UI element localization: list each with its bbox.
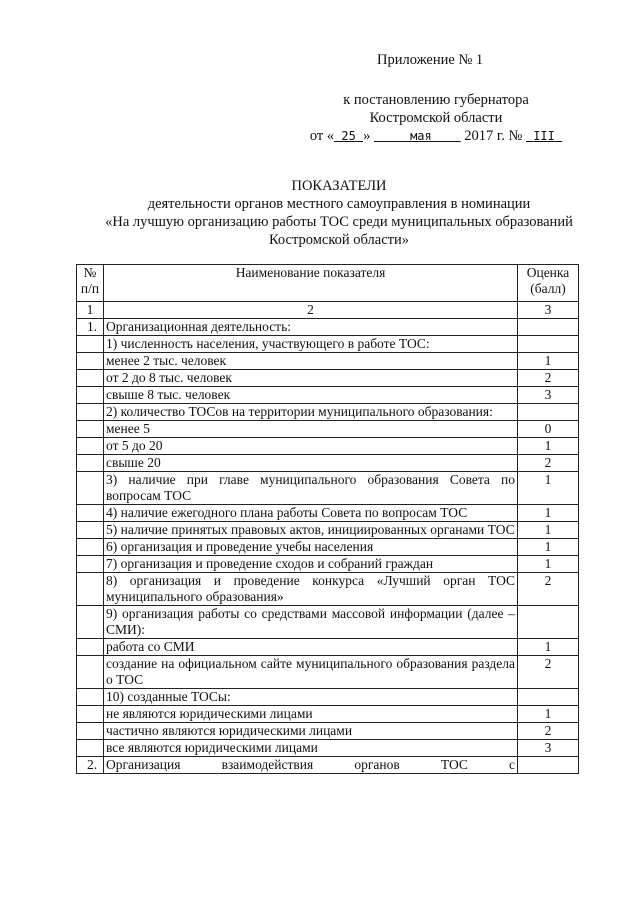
row-number xyxy=(77,656,104,689)
row-number xyxy=(77,387,104,404)
table-index-row xyxy=(77,302,579,319)
decree-month: мая xyxy=(410,129,432,143)
indicators-table xyxy=(76,264,579,774)
indicator-score xyxy=(518,319,579,336)
indicator-score: 1 xyxy=(518,639,579,656)
row-number xyxy=(77,522,104,539)
table-row xyxy=(77,606,579,639)
table-row xyxy=(77,639,579,656)
table-row xyxy=(77,387,579,404)
indicator-name: не являются юридическими лицами xyxy=(104,706,518,723)
table-row xyxy=(77,455,579,472)
indicator-name: создание на официальном сайте муниципального образования раздела о ТОС xyxy=(104,656,518,689)
indicator-score: 2 xyxy=(518,723,579,740)
table-row xyxy=(77,706,579,723)
indicator-name: работа со СМИ xyxy=(104,639,518,656)
indicator-score: 2 xyxy=(518,455,579,472)
indicator-name: от 2 до 8 тыс. человек xyxy=(104,370,518,387)
indicator-score: 1 xyxy=(518,539,579,556)
indicator-score: 1 xyxy=(518,522,579,539)
indicator-score: 1 xyxy=(518,438,579,455)
decree-day: 25 xyxy=(341,129,356,143)
table-row xyxy=(77,336,579,353)
indicator-score xyxy=(518,757,579,774)
indicator-score: 0 xyxy=(518,421,579,438)
indicator-name: 5) наличие принятых правовых актов, инициированных органами ТОС xyxy=(104,522,518,539)
indicator-score: 1 xyxy=(518,472,579,505)
indicator-name: 4) наличие ежегодного плана работы Совета по вопросам ТОС xyxy=(104,505,518,522)
row-number xyxy=(77,404,104,421)
indicator-score: 1 xyxy=(518,556,579,573)
row-number xyxy=(77,556,104,573)
row-number xyxy=(77,370,104,387)
decree-reference xyxy=(296,91,576,145)
table-row xyxy=(77,522,579,539)
decree-year: 2017 г. № xyxy=(464,128,523,144)
row-number: 1. xyxy=(77,319,104,336)
index-cell-1: 1 xyxy=(77,302,104,319)
table-row xyxy=(77,421,579,438)
row-number xyxy=(77,505,104,522)
row-number xyxy=(77,740,104,757)
header-num: № п/п xyxy=(77,265,104,302)
indicator-name: свыше 8 тыс. человек xyxy=(104,387,518,404)
appendix-label: Приложение № 1 xyxy=(377,52,484,68)
title-line-1: деятельности органов местного самоуправления в номинации xyxy=(147,196,531,212)
indicator-score: 2 xyxy=(518,370,579,387)
indicator-score: 2 xyxy=(518,573,579,606)
index-cell-3: 3 xyxy=(518,302,579,319)
indicator-name: 3) наличие при главе муниципального образования Совета по вопросам ТОС xyxy=(104,472,518,505)
row-number xyxy=(77,472,104,505)
table-row xyxy=(77,472,579,505)
decree-line-1: к постановлению губернатора xyxy=(343,92,529,108)
table-row xyxy=(77,757,579,774)
row-number xyxy=(77,353,104,370)
table-row xyxy=(77,539,579,556)
indicator-score: 1 xyxy=(518,353,579,370)
table-row xyxy=(77,656,579,689)
indicator-score xyxy=(518,606,579,639)
indicator-score xyxy=(518,336,579,353)
indicator-name: свыше 20 xyxy=(104,455,518,472)
row-number xyxy=(77,539,104,556)
row-number xyxy=(77,639,104,656)
table-row xyxy=(77,353,579,370)
indicator-name: 8) организация и проведение конкурса «Лучший орган ТОС муниципального образования» xyxy=(104,573,518,606)
row-number xyxy=(77,573,104,606)
decree-quote-close: » xyxy=(363,128,371,144)
row-number xyxy=(77,455,104,472)
table-row xyxy=(77,319,579,336)
row-number: 2. xyxy=(77,757,104,774)
indicator-name: Организация взаимодействия органов ТОС с xyxy=(104,757,518,774)
table-row xyxy=(77,740,579,757)
table-row xyxy=(77,438,579,455)
row-number xyxy=(77,706,104,723)
indicator-name: 2) количество ТОСов на территории муниципального образования: xyxy=(104,404,518,421)
indicator-name: Организационная деятельность: xyxy=(104,319,518,336)
decree-line-2: Костромской области xyxy=(369,110,503,126)
header-name: Наименование показателя xyxy=(104,265,518,302)
indicator-score xyxy=(518,404,579,421)
table-row xyxy=(77,404,579,421)
header-score: Оценка (балл) xyxy=(518,265,579,302)
indicator-name: менее 5 xyxy=(104,421,518,438)
table-header-row xyxy=(77,265,579,302)
row-number xyxy=(77,336,104,353)
row-number xyxy=(77,606,104,639)
indicator-name: от 5 до 20 xyxy=(104,438,518,455)
table-row xyxy=(77,370,579,387)
decree-from-prefix: от « xyxy=(309,128,335,144)
indicator-name: частично являются юридическими лицами xyxy=(104,723,518,740)
decree-date-line xyxy=(296,127,576,145)
indicator-name: 9) организация работы со средствами массовой информации (далее – СМИ): xyxy=(104,606,518,639)
row-number xyxy=(77,723,104,740)
table-row xyxy=(77,689,579,706)
indicator-name: 1) численность населения, участвующего в работе ТОС: xyxy=(104,336,518,353)
table-row xyxy=(77,723,579,740)
indicator-score xyxy=(518,689,579,706)
indicator-name: 6) организация и проведение учебы населения xyxy=(104,539,518,556)
indicator-score: 1 xyxy=(518,505,579,522)
table-row xyxy=(77,505,579,522)
indicator-name: менее 2 тыс. человек xyxy=(104,353,518,370)
indicator-name: 10) созданные ТОСы: xyxy=(104,689,518,706)
document-title xyxy=(60,177,618,249)
table-row xyxy=(77,573,579,606)
row-number xyxy=(77,438,104,455)
title-line-2: «На лучшую организацию работы ТОС среди муниципальных образований xyxy=(105,214,573,230)
row-number xyxy=(77,421,104,438)
title-line-3: Костромской области» xyxy=(268,232,409,248)
index-cell-2: 2 xyxy=(104,302,518,319)
decree-number: III xyxy=(533,129,555,143)
indicator-score: 2 xyxy=(518,656,579,689)
indicator-name: 7) организация и проведение сходов и собраний граждан xyxy=(104,556,518,573)
indicator-score: 3 xyxy=(518,387,579,404)
indicator-score: 1 xyxy=(518,706,579,723)
title-heading: ПОКАЗАТЕЛИ xyxy=(291,178,387,194)
indicator-name: все являются юридическими лицами xyxy=(104,740,518,757)
indicator-score: 3 xyxy=(518,740,579,757)
table-row xyxy=(77,556,579,573)
row-number xyxy=(77,689,104,706)
